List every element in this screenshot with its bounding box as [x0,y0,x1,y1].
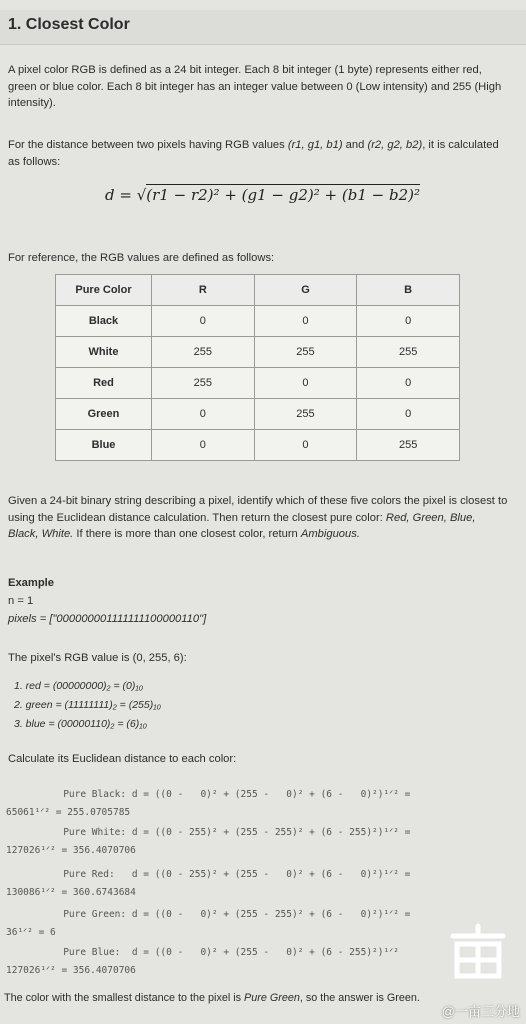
example-heading: Example [8,577,55,589]
problem-title: 1. Closest Color [8,16,130,33]
table-cell: 255 [254,337,357,368]
table-cell: Black [56,306,152,337]
formula-radicand: (r1 − r2)² + (g1 − g2)² + (b1 − b2)² [146,186,420,204]
table-cell: White [56,337,152,368]
distance-point-1: (r1, g1, b1) [287,139,343,151]
table-header: G [254,275,357,306]
table-row [56,337,460,368]
table-row [56,399,460,430]
watermark-logo-icon [443,918,513,988]
distance-paragraph [8,137,508,170]
example-n: n = 1 [8,595,34,607]
distance-intro-a: For the distance between two pixels having RGB values [8,139,288,151]
conclusion [4,990,504,1007]
table-cell: 0 [152,430,255,461]
conclusion-text-a: The color with the smallest distance to the pixel is [4,992,245,1004]
distance-calculations [6,786,511,986]
table-cell: 255 [357,337,460,368]
example-pixels: pixels = ["000000001111111100000110"] [8,613,207,625]
distance-and: and [342,139,368,151]
conversion-3: 3. blue = (00000110)₂ = (6)₁₀ [14,718,147,730]
distance-formula [105,186,420,204]
formula-lhs: d = [105,186,132,204]
table-cell: 0 [254,306,357,337]
table-cell: Blue [56,430,152,461]
table-cell: Red [56,368,152,399]
table-cell: 255 [357,430,460,461]
table-cell: 255 [152,368,255,399]
calc-white-line1: Pure White: d = ((0 - 255)² + (255 - 255)² + (6 - 255)²)¹ᐟ² = [6,827,411,838]
table-cell: 0 [357,368,460,399]
table-header-row [56,275,460,306]
task-paragraph [8,493,508,543]
calc-black-line1: Pure Black: d = ((0 - 0)² + (255 - 0)² + (6 - 0)²)¹ᐟ² = [6,789,411,800]
rgb-reference-table [55,274,460,461]
sqrt-symbol: √ [136,186,147,204]
table-cell: 0 [152,399,255,430]
table-row [56,368,460,399]
table-cell: 0 [254,430,357,461]
task-ambiguous: Ambiguous. [300,528,360,540]
distance-point-2: (r2, g2, b2) [367,139,423,151]
task-text-a: Given a 24-bit binary string describing a pixel, identify which of these five colors the pixel is closest to using the Euclidean distance calculation. Then return the closest pure color: [8,495,508,524]
calc-green-line1: Pure Green: d = ((0 - 0)² + (255 - 255)² + (6 - 0)²)¹ᐟ² = [6,909,411,920]
conclusion-color: Pure Green [244,992,300,1004]
conversion-1: 1. red = (00000000)₂ = (0)₁₀ [14,680,144,692]
distance-intro-b: , it is calculated as follows: [8,139,499,168]
calc-red-line2: 130086¹ᐟ² = 360.6743684 [6,887,136,898]
calc-blue-line1: Pure Blue: d = ((0 - 0)² + (255 - 0)² + (6 - 255)²)¹ᐟ² [6,947,399,958]
watermark-text: @一亩三分地 [441,1004,520,1019]
table-cell: Green [56,399,152,430]
conclusion-text-c: , so the answer is Green. [299,992,420,1004]
calc-blue-line2: 127026¹ᐟ² = 356.4070706 [6,965,136,976]
calc-red-line1: Pure Red: d = ((0 - 255)² + (255 - 0)² + (6 - 0)²)¹ᐟ² = [6,869,411,880]
table-cell: 255 [152,337,255,368]
calc-black-line2: 65061¹ᐟ² = 255.0705785 [6,807,131,818]
table-header: R [152,275,255,306]
table-cell: 255 [254,399,357,430]
table-header: B [357,275,460,306]
calc-white-line2: 127026¹ᐟ² = 356.4070706 [6,845,136,856]
table-cell: 0 [357,306,460,337]
table-row [56,306,460,337]
task-text-b: If there is more than one closest color, return [73,528,301,540]
rgb-value-text: The pixel's RGB value is (0, 255, 6): [8,652,187,664]
table-cell: 0 [254,368,357,399]
task-color-list: Red, Green, Blue, Black, White. [8,511,476,540]
table-cell: 0 [357,399,460,430]
table-header: Pure Color [56,275,152,306]
intro-paragraph: A pixel color RGB is defined as a 24 bit integer. Each 8 bit integer (1 byte) represents either red, green or blue color. Each 8 bit integer has an integer value between 0 (Low intensity) and 255 (High intensity). [8,64,502,109]
conversion-2: 2. green = (11111111)₂ = (255)₁₀ [14,699,161,711]
table-cell: 0 [152,306,255,337]
reference-text: For reference, the RGB values are defined as follows: [8,252,275,264]
calc-intro: Calculate its Euclidean distance to each color: [8,753,237,765]
calc-green-line2: 36¹ᐟ² = 6 [6,927,56,938]
table-row [56,430,460,461]
